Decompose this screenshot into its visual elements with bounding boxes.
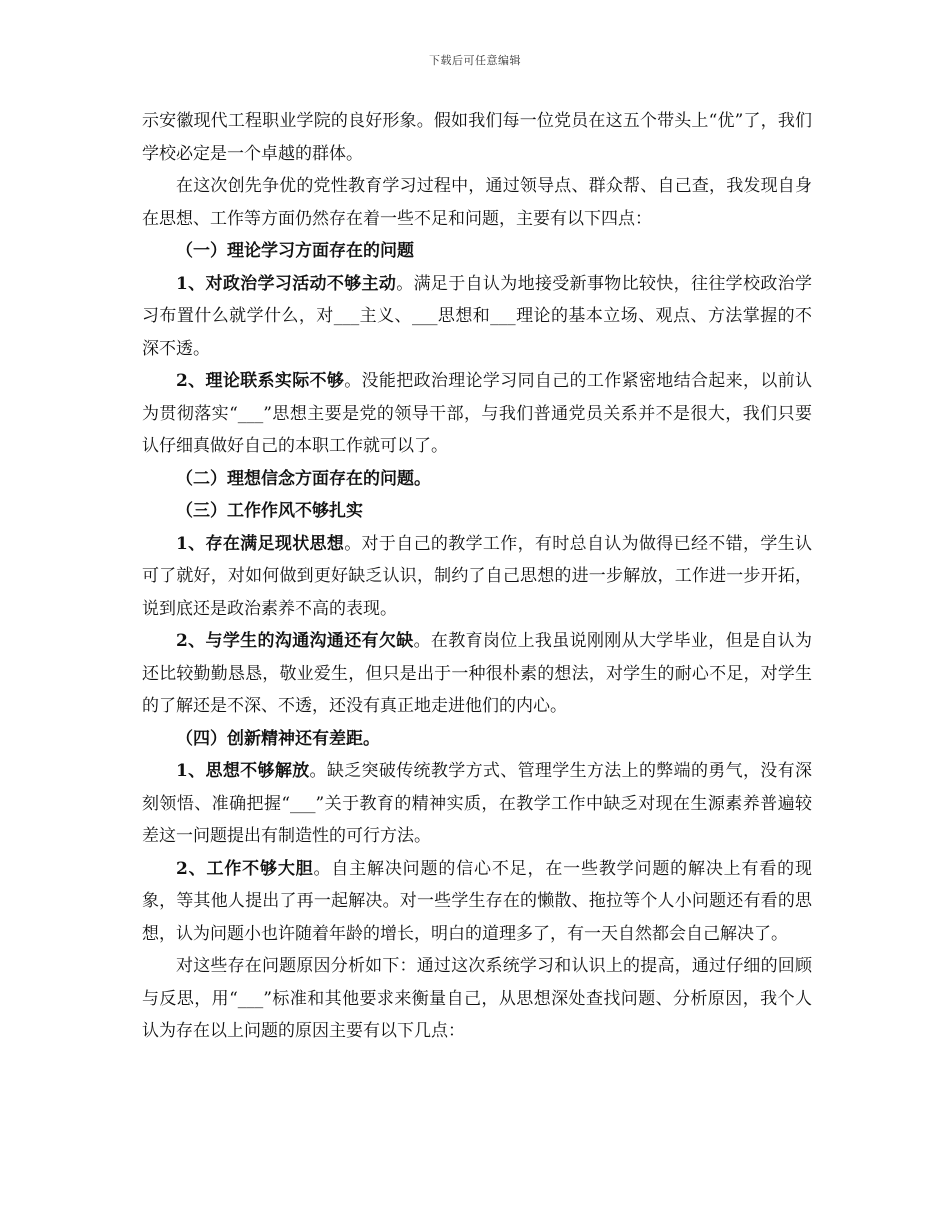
item-body: 。满足于自认为地接受新事物比较快，往往学校政治学习布置什么就学什么，对___主义、___思想和___理论的基本立场、观点、方法掌握的不深不透。 [142,273,813,359]
item-lead: 2、工作不够大胆 [176,858,314,879]
paragraph-item-1-1 [142,268,812,366]
paragraph-item-3-2 [142,625,812,723]
item-body: 。对于自己的教学工作，有时总自认为做得已经不错，学生认可了就好，对如何做到更好缺乏认识，制约了自己思想的进一步解放，工作进一步开拓，说到底还是政治素养不高的表现。 [142,533,812,619]
item-body: 。缺乏突破传统教学方式、管理学生方法上的弊端的勇气，没有深刻领悟、准确把握“___”关于教育的精神实质，在教学工作中缺乏对现在生源素养普遍较差这一问题提出有制造性的可行方法。 [142,761,812,846]
section-heading-4: （四）创新精神还有差距。 [176,728,380,749]
paragraph-item-4-1 [142,755,812,853]
page-header: 下载后可任意编辑 [429,54,521,67]
paragraph-analysis: 对这些存在问题原因分析如下：通过这次系统学习和认识上的提高，通过仔细的回顾与反思，用“___”标准和其他要求来衡量自己，从思想深处查找问题、分析原因，我个人认为存在以上问题的原因主要有以下几点： [142,956,812,1041]
item-body: 。在教育岗位上我虽说刚刚从大学毕业，但是自认为还比较勤勤恳恳，敬业爱生，但只是出于一种很朴素的想法，对学生的耐心不足，对学生的了解还是不深、不透，还没有真正地走进他们的内心。 [142,631,812,716]
section-heading-3: （三）工作作风不够扎实 [176,501,363,521]
item-body: 。没能把政治理论学习同自己的工作紧密地结合起来，以前认为贯彻落实“___”思想主要是党的领导干部，与我们普通党员关系并不是很大，我们只要认仔细真做好自己的本职工作就可以了。 [142,371,812,456]
paragraph-item-1-2 [142,365,812,463]
item-body: 。自主解决问题的信心不足，在一些教学问题的解决上有看的现象，等其他人提出了再一起解决。对一些学生存在的懒散、拖拉等个人小问题还有看的思想，认为问题小也许随着年龄的增长，明白的道理多了，有一天自然都会自己解决了。 [142,858,812,944]
paragraph-intro: 在这次创先争优的党性教育学习过程中，通过领导点、群众帮、自己查，我发现自身在思想、工作等方面仍然存在着一些不足和问题，主要有以下四点： [142,176,812,229]
item-lead: 2、理论联系实际不够 [176,371,345,391]
item-lead: 1、对政治学习活动不够主动 [176,273,397,294]
item-lead: 2、与学生的沟通沟通还有欠缺 [176,631,414,651]
paragraph-item-3-1 [142,528,812,626]
item-lead: 1、思想不够解放 [176,761,310,781]
paragraph-item-4-2 [142,853,812,951]
document-body [142,105,812,1048]
section-heading-2: （二）理想信念方面存在的问题。 [176,468,431,489]
item-lead: 1、存在满足现状思想 [176,533,345,554]
section-heading-1: （一）理论学习方面存在的问题 [176,241,414,261]
paragraph-continuation: 示安徽现代工程职业学院的良好形象。假如我们每一位党员在这五个带头上“优”了，我们学校必定是一个卓越的群体。 [142,111,812,164]
